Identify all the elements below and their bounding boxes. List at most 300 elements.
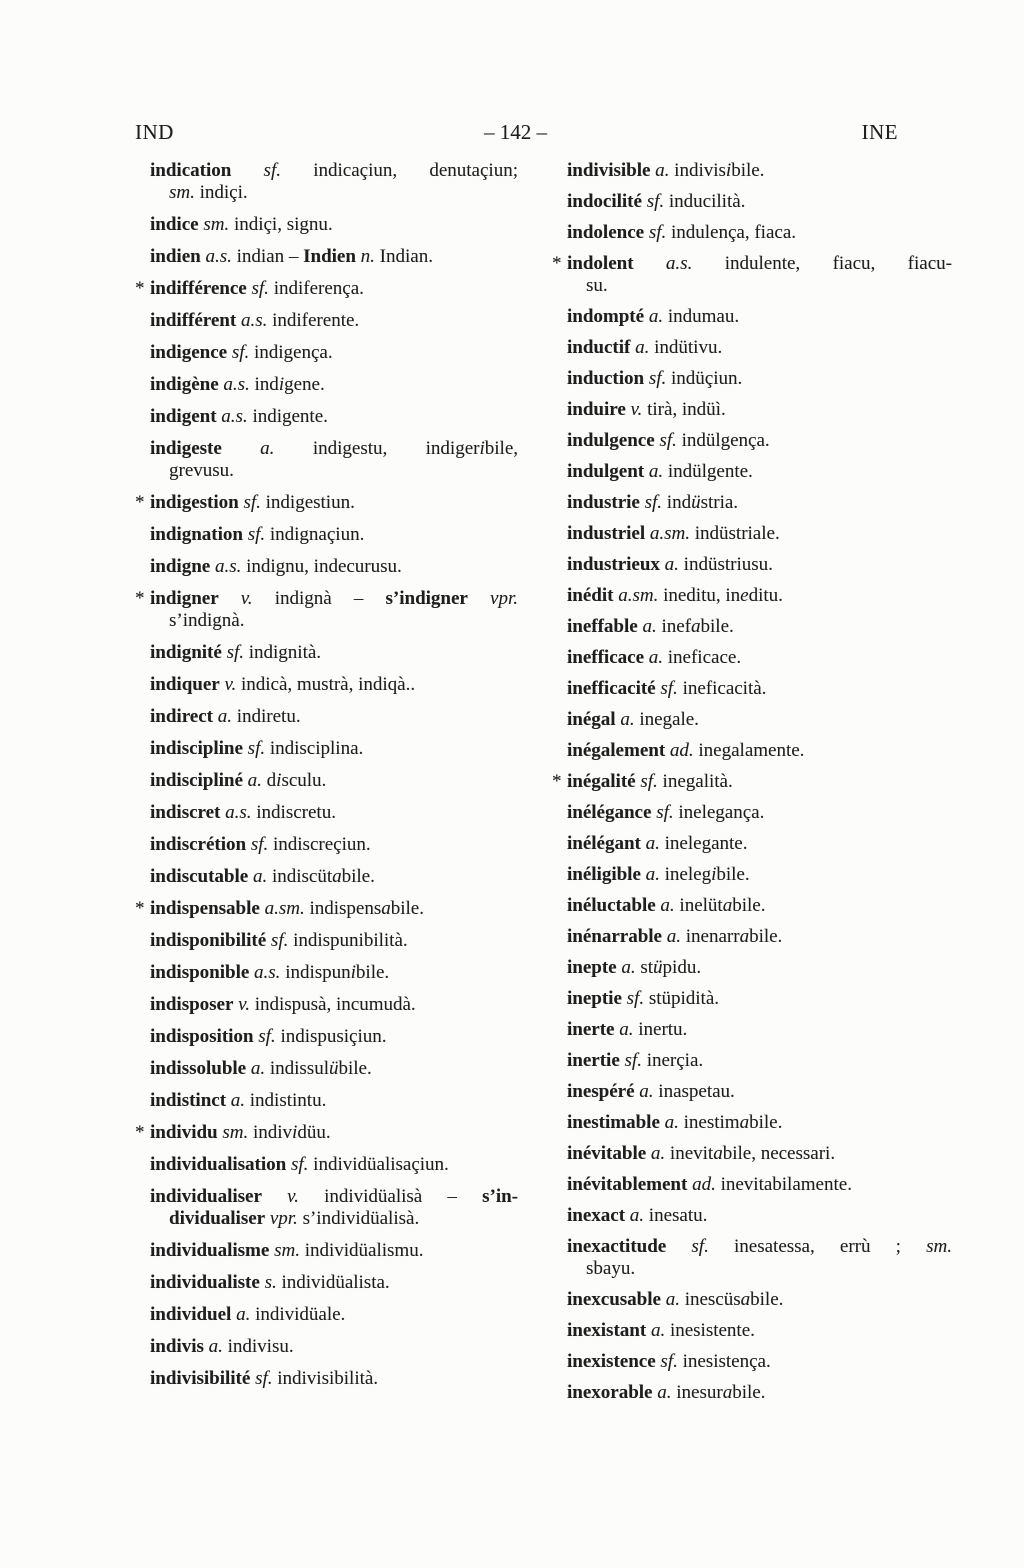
grammar-label: ad. — [665, 740, 694, 761]
entry-headword: indigestion — [150, 492, 239, 513]
dictionary-entry — [150, 866, 518, 888]
entry-first-line — [150, 770, 518, 792]
grammar-label: sf. — [238, 492, 261, 513]
entry-first-line — [150, 1336, 518, 1358]
translation-text: indispusiçiun. — [275, 1026, 387, 1047]
translation-text: inestim — [678, 1112, 740, 1133]
entry-headword: individu — [150, 1122, 218, 1143]
translation-text: indissul — [265, 1058, 329, 1079]
dictionary-entry — [150, 1272, 518, 1294]
dictionary-entry — [150, 1336, 518, 1358]
entry-headword: inéluctable — [567, 895, 656, 916]
entry-headword: indolence — [567, 222, 645, 243]
grammar-label: a.s. — [236, 310, 268, 331]
grammar-label: sf. — [250, 1368, 273, 1389]
grammar-label: a.sm. — [645, 523, 690, 544]
entry-headword: inexorable — [567, 1382, 653, 1403]
dictionary-entry — [567, 1174, 952, 1196]
entry-first-line — [567, 740, 952, 762]
dictionary-entry — [567, 430, 952, 452]
entry-headword: indigner — [150, 588, 219, 609]
grammar-label: a. — [644, 461, 664, 482]
entry-headword: inespéré — [567, 1081, 635, 1102]
entry-first-line — [567, 678, 952, 700]
dictionary-entry — [567, 1112, 952, 1134]
dictionary-entry — [150, 642, 518, 664]
entry-first-line — [567, 1019, 952, 1041]
entry-first-line — [567, 616, 952, 638]
entry-headword: inexactitude — [567, 1236, 667, 1257]
entry-continuation-line — [150, 460, 518, 482]
translation-text: inesatu. — [644, 1205, 708, 1226]
dictionary-entry — [567, 802, 952, 824]
translation-text: indigença. — [249, 342, 333, 363]
dictionary-entry — [150, 524, 518, 546]
translation-text: indiscreçiun. — [268, 834, 371, 855]
entry-first-line — [150, 406, 518, 428]
grammar-label: v. — [233, 994, 250, 1015]
translation-text: indiferença. — [268, 278, 364, 299]
dictionary-entry — [150, 770, 518, 792]
entry-star-marker: * — [135, 492, 145, 513]
grammar-label: a.sm. — [613, 585, 659, 606]
grammar-label: a. — [634, 1081, 654, 1102]
entry-first-line — [567, 461, 952, 483]
grammar-label: a. — [637, 616, 657, 637]
page-number: – 142 – — [484, 120, 547, 144]
translation-text: indütivu. — [649, 337, 723, 358]
entry-first-line — [567, 802, 952, 824]
grammar-label: sf. — [641, 191, 665, 212]
grammar-label: a — [740, 1289, 751, 1310]
entry-first-line — [567, 1320, 952, 1342]
translation-text: ineficace. — [663, 647, 742, 668]
grammar-label: v. — [261, 1186, 299, 1207]
translation-text: bile. — [732, 1382, 766, 1403]
translation-text: indumau. — [663, 306, 740, 327]
entry-headword: indocilité — [567, 191, 642, 212]
dictionary-entry — [567, 368, 952, 390]
entry-headword: indigence — [150, 342, 228, 363]
dictionary-entry — [567, 709, 952, 731]
entry-continuation-line — [567, 275, 952, 297]
entry-first-line — [150, 1090, 518, 1112]
entry-headword: inestimable — [567, 1112, 660, 1133]
grammar-label: a. — [640, 833, 660, 854]
entry-headword: indulgent — [567, 461, 645, 482]
entry-headword: inerte — [567, 1019, 615, 1040]
grammar-label: sf. — [654, 430, 677, 451]
entry-first-line — [150, 1026, 518, 1048]
translation-text: inelüt — [674, 895, 723, 916]
translation-text: inegalità. — [657, 771, 733, 792]
entry-headword: inévitablement — [567, 1174, 688, 1195]
translation-text: bile. — [355, 962, 390, 983]
grammar-label: a. — [231, 1304, 251, 1325]
grammar-label: a. — [630, 337, 650, 358]
entry-headword: inefficace — [567, 647, 645, 668]
translation-text: inef — [656, 616, 692, 637]
translation-text: sbayu. — [586, 1258, 636, 1279]
entry-headword: indolent — [567, 253, 634, 274]
translation-text: d — [261, 770, 277, 791]
entry-headword: indien — [150, 246, 201, 267]
entry-headword: indivisibilité — [150, 1368, 251, 1389]
grammar-label: ü — [328, 1058, 339, 1079]
entry-headword: industrieux — [567, 554, 660, 575]
grammar-label: a — [691, 616, 701, 637]
grammar-label: sf. — [644, 222, 667, 243]
grammar-label: sm. — [926, 1236, 952, 1257]
entry-headword: indiscrétion — [150, 834, 247, 855]
translation-text: indülgença. — [676, 430, 770, 451]
entry-first-line — [150, 556, 518, 578]
grammar-label: a.s. — [216, 406, 248, 427]
grammar-label: a.s. — [633, 253, 693, 274]
grammar-label: sf. — [231, 160, 281, 181]
grammar-label: a. — [625, 1205, 645, 1226]
grammar-label: a. — [659, 1112, 679, 1133]
dictionary-entry — [552, 771, 952, 793]
translation-text: indivis — [669, 160, 726, 181]
translation-text: indistintu. — [245, 1090, 327, 1111]
translation-text: bile. — [700, 616, 734, 637]
entry-headword: indompté — [567, 306, 645, 327]
translation-text: inesistente. — [665, 1320, 755, 1341]
translation-text: ind — [249, 374, 279, 395]
translation-text: indispun — [280, 962, 351, 983]
entry-headword: inédit — [567, 585, 614, 606]
translation-text: indigestu, indiger — [274, 438, 480, 459]
grammar-label: sm. — [198, 214, 230, 235]
entry-headword: indice — [150, 214, 199, 235]
dictionary-entry — [150, 802, 518, 824]
entry-first-line — [150, 1186, 518, 1208]
grammar-label: ü — [691, 492, 701, 513]
grammar-label: n. — [355, 246, 375, 267]
translation-text: s’individüalisà. — [297, 1208, 420, 1229]
entry-first-line — [150, 1272, 518, 1294]
translation-text: bile. — [749, 926, 783, 947]
dictionary-entry — [567, 1289, 952, 1311]
entry-first-line — [150, 310, 518, 332]
entry-first-line — [150, 1154, 518, 1176]
translation-text: indivisibilità. — [272, 1368, 379, 1389]
dictionary-entry — [150, 834, 518, 856]
entry-first-line — [150, 1122, 518, 1144]
translation-text: indülgente. — [663, 461, 753, 482]
entry-first-line — [567, 833, 952, 855]
dictionary-entry — [150, 1304, 518, 1326]
entry-first-line — [567, 1236, 952, 1258]
translation-text: indüçiun. — [666, 368, 743, 389]
grammar-label: vpr. — [467, 588, 518, 609]
translation-text: su. — [586, 275, 608, 296]
grammar-label: sf. — [655, 1351, 678, 1372]
dictionary-entry — [567, 1050, 952, 1072]
entry-headword: indiscipline — [150, 738, 243, 759]
translation-text: indignà – — [252, 588, 386, 609]
dictionary-entry — [135, 278, 518, 300]
text-columns — [135, 160, 952, 1413]
entry-headword: indigne — [150, 556, 211, 577]
grammar-label: a.s. — [249, 962, 281, 983]
dictionary-entry — [150, 930, 518, 952]
grammar-label: a. — [226, 1090, 246, 1111]
grammar-label: sf. — [666, 1236, 709, 1257]
translation-text: individüalista. — [276, 1272, 390, 1293]
entry-headword: indiquer — [150, 674, 220, 695]
grammar-label: a. — [659, 554, 679, 575]
entry-first-line — [567, 771, 952, 793]
grammar-label: a. — [203, 1336, 223, 1357]
dictionary-entry — [567, 1081, 952, 1103]
translation-text: indisciplina. — [265, 738, 364, 759]
grammar-label: sf. — [621, 988, 645, 1009]
dictionary-entry — [150, 994, 518, 1016]
dictionary-entry — [150, 1154, 518, 1176]
grammar-label: sf. — [266, 930, 289, 951]
dictionary-entry — [567, 160, 952, 182]
entry-first-line — [567, 1382, 952, 1404]
grammar-label: i — [479, 438, 485, 459]
entry-first-line — [567, 492, 952, 514]
translation-text: bile. — [732, 895, 766, 916]
grammar-label: a. — [652, 1382, 672, 1403]
translation-text: inaspetau. — [653, 1081, 735, 1102]
entry-headword: indistinct — [150, 1090, 227, 1111]
dictionary-entry — [150, 1058, 518, 1080]
grammar-label: a. — [644, 647, 664, 668]
entry-headword: inexact — [567, 1205, 626, 1226]
entry-first-line — [567, 160, 952, 182]
grammar-label: ü — [653, 957, 663, 978]
entry-first-line — [567, 430, 952, 452]
translation-text: indüstriale. — [690, 523, 780, 544]
dictionary-entry — [567, 306, 952, 328]
entry-first-line — [567, 1081, 952, 1103]
entry-headword: individualisation — [150, 1154, 287, 1175]
grammar-label: a. — [246, 1058, 266, 1079]
dictionary-entry — [150, 1090, 518, 1112]
entry-headword: indignation — [150, 524, 243, 545]
grammar-label: sf. — [242, 738, 266, 759]
entry-first-line — [150, 438, 518, 460]
entry-first-line — [150, 246, 518, 268]
grammar-label: sf. — [644, 368, 667, 389]
grammar-label: a. — [616, 957, 636, 978]
entry-headword: inégal — [567, 709, 616, 730]
translation-text: pidu. — [662, 957, 702, 978]
dictionary-entry — [135, 898, 518, 920]
left-column — [135, 160, 519, 1413]
dictionary-entry — [567, 1019, 952, 1041]
translation-text: inegale. — [634, 709, 699, 730]
entry-headword: inertie — [567, 1050, 620, 1071]
translation-text: inevitabilamente. — [715, 1174, 852, 1195]
entry-first-line — [567, 253, 952, 275]
entry-first-line — [567, 1289, 952, 1311]
dictionary-entry — [567, 1205, 952, 1227]
dictionary-entry — [567, 1143, 952, 1165]
entry-headword: s’indigner — [385, 588, 468, 609]
grammar-label: a. — [650, 160, 670, 181]
dictionary-entry — [150, 406, 518, 428]
grammar-label: sm. — [169, 182, 195, 203]
grammar-label: a. — [248, 866, 268, 887]
dictionary-entry — [567, 678, 952, 700]
grammar-label: a — [381, 898, 391, 919]
dictionary-entry — [150, 438, 518, 482]
translation-text: sculu. — [281, 770, 327, 791]
entry-first-line — [150, 588, 518, 610]
entry-headword: indigeste — [150, 438, 222, 459]
entry-first-line — [567, 1351, 952, 1373]
translation-text: inducilità. — [664, 191, 746, 212]
grammar-label: a.s. — [220, 802, 252, 823]
dictionary-entry — [567, 492, 952, 514]
grammar-label: a. — [662, 926, 681, 947]
grammar-label: a — [739, 1112, 750, 1133]
entry-headword: indisponible — [150, 962, 250, 983]
entry-star-marker: * — [552, 771, 562, 792]
entry-first-line — [567, 1205, 952, 1227]
entry-headword: indispensable — [150, 898, 260, 919]
entry-first-line — [567, 957, 952, 979]
translation-text: bile, necessari. — [722, 1143, 836, 1164]
entry-first-line — [150, 1240, 518, 1262]
translation-text: indicaçiun, denutaçiun; — [280, 160, 518, 181]
dictionary-entry — [567, 585, 952, 607]
grammar-label: i — [278, 374, 285, 395]
dictionary-entry — [135, 588, 518, 632]
grammar-label: a. — [660, 1289, 680, 1310]
grammar-label: ad. — [687, 1174, 716, 1195]
entry-star-marker: * — [135, 588, 145, 609]
translation-text: bile. — [390, 898, 424, 919]
right-column — [552, 160, 952, 1413]
translation-text: inegalamente. — [693, 740, 805, 761]
translation-text: bile. — [749, 1112, 783, 1133]
entry-headword: indifférent — [150, 310, 237, 331]
entry-headword: inégalité — [567, 771, 636, 792]
dictionary-entry — [567, 740, 952, 762]
grammar-label: s. — [259, 1272, 277, 1293]
entry-headword: individualiser — [150, 1186, 262, 1207]
translation-text: ineditu, in — [658, 585, 741, 606]
entry-headword: indivis — [150, 1336, 204, 1357]
entry-first-line — [150, 160, 518, 182]
translation-text: indiv — [248, 1122, 293, 1143]
dictionary-entry — [567, 222, 952, 244]
grammar-label: a. — [644, 306, 664, 327]
entry-headword: indisposer — [150, 994, 234, 1015]
entry-first-line — [567, 399, 952, 421]
translation-text: indulença, fiaca. — [666, 222, 797, 243]
entry-first-line — [150, 278, 518, 300]
grammar-label: a — [713, 1143, 723, 1164]
grammar-label: sf. — [639, 492, 663, 513]
entry-headword: indifférence — [150, 278, 247, 299]
translation-text: indispusà, incumudà. — [249, 994, 416, 1015]
translation-text: indian – — [231, 246, 304, 267]
translation-text: inesur — [671, 1382, 723, 1403]
entry-first-line — [150, 374, 518, 396]
entry-first-line — [150, 214, 518, 236]
entry-first-line — [150, 524, 518, 546]
guideword-right: INE — [861, 120, 898, 144]
entry-continuation-line — [150, 1208, 518, 1230]
grammar-label: sm. — [217, 1122, 249, 1143]
grammar-label: v. — [625, 399, 643, 420]
entry-first-line — [567, 585, 952, 607]
entry-headword: indulgence — [567, 430, 655, 451]
grammar-label: a. — [646, 1143, 666, 1164]
entry-headword: s’in- — [482, 1186, 519, 1207]
entry-star-marker: * — [135, 898, 145, 919]
translation-text: indignaçiun. — [265, 524, 365, 545]
entry-first-line — [567, 1174, 952, 1196]
grammar-label: i — [350, 962, 356, 983]
entry-first-line — [567, 1143, 952, 1165]
grammar-label: sm. — [269, 1240, 300, 1261]
entry-headword: inexistant — [567, 1320, 647, 1341]
dictionary-entry — [150, 310, 518, 332]
translation-text: individüale. — [250, 1304, 346, 1325]
dictionary-entry — [567, 926, 952, 948]
translation-text: indigestiun. — [260, 492, 355, 513]
entry-star-marker: * — [135, 278, 145, 299]
translation-text: st — [635, 957, 654, 978]
dictionary-entry — [150, 342, 518, 364]
grammar-label: a. — [615, 709, 635, 730]
entry-continuation-line — [150, 610, 518, 632]
dictionary-entry — [552, 253, 952, 297]
translation-text: indiçi, signu. — [229, 214, 333, 235]
translation-text: ineleg — [659, 864, 712, 885]
grammar-label: i — [711, 864, 717, 885]
translation-text: indiscüt — [267, 866, 333, 887]
entry-first-line — [567, 895, 952, 917]
entry-headword: inélégant — [567, 833, 641, 854]
dictionary-entry — [150, 674, 518, 696]
translation-text: indispens — [304, 898, 382, 919]
translation-text: düu. — [297, 1122, 331, 1143]
grammar-label: v. — [218, 588, 253, 609]
entry-first-line — [150, 706, 518, 728]
entry-first-line — [567, 647, 952, 669]
dictionary-entry — [567, 988, 952, 1010]
translation-text: individüalisaçiun. — [308, 1154, 449, 1175]
entry-headword: indiscret — [150, 802, 221, 823]
translation-text: indignu, indecurusu. — [241, 556, 402, 577]
translation-text: inesistença. — [677, 1351, 771, 1372]
entry-first-line — [567, 926, 952, 948]
grammar-label: sf. — [242, 524, 266, 545]
entry-headword: inepte — [567, 957, 617, 978]
translation-text: indicà, mustrà, indiqà.. — [236, 674, 416, 695]
entry-first-line — [567, 709, 952, 731]
entry-first-line — [150, 802, 518, 824]
entry-headword: inéligible — [567, 864, 641, 885]
grammar-label: v. — [219, 674, 237, 695]
entry-star-marker: * — [135, 1122, 145, 1143]
grammar-label: a. — [242, 770, 262, 791]
grammar-label: a.s. — [200, 246, 232, 267]
dictionary-entry — [567, 647, 952, 669]
grammar-label: i — [725, 160, 732, 181]
translation-text: inenarr — [681, 926, 740, 947]
